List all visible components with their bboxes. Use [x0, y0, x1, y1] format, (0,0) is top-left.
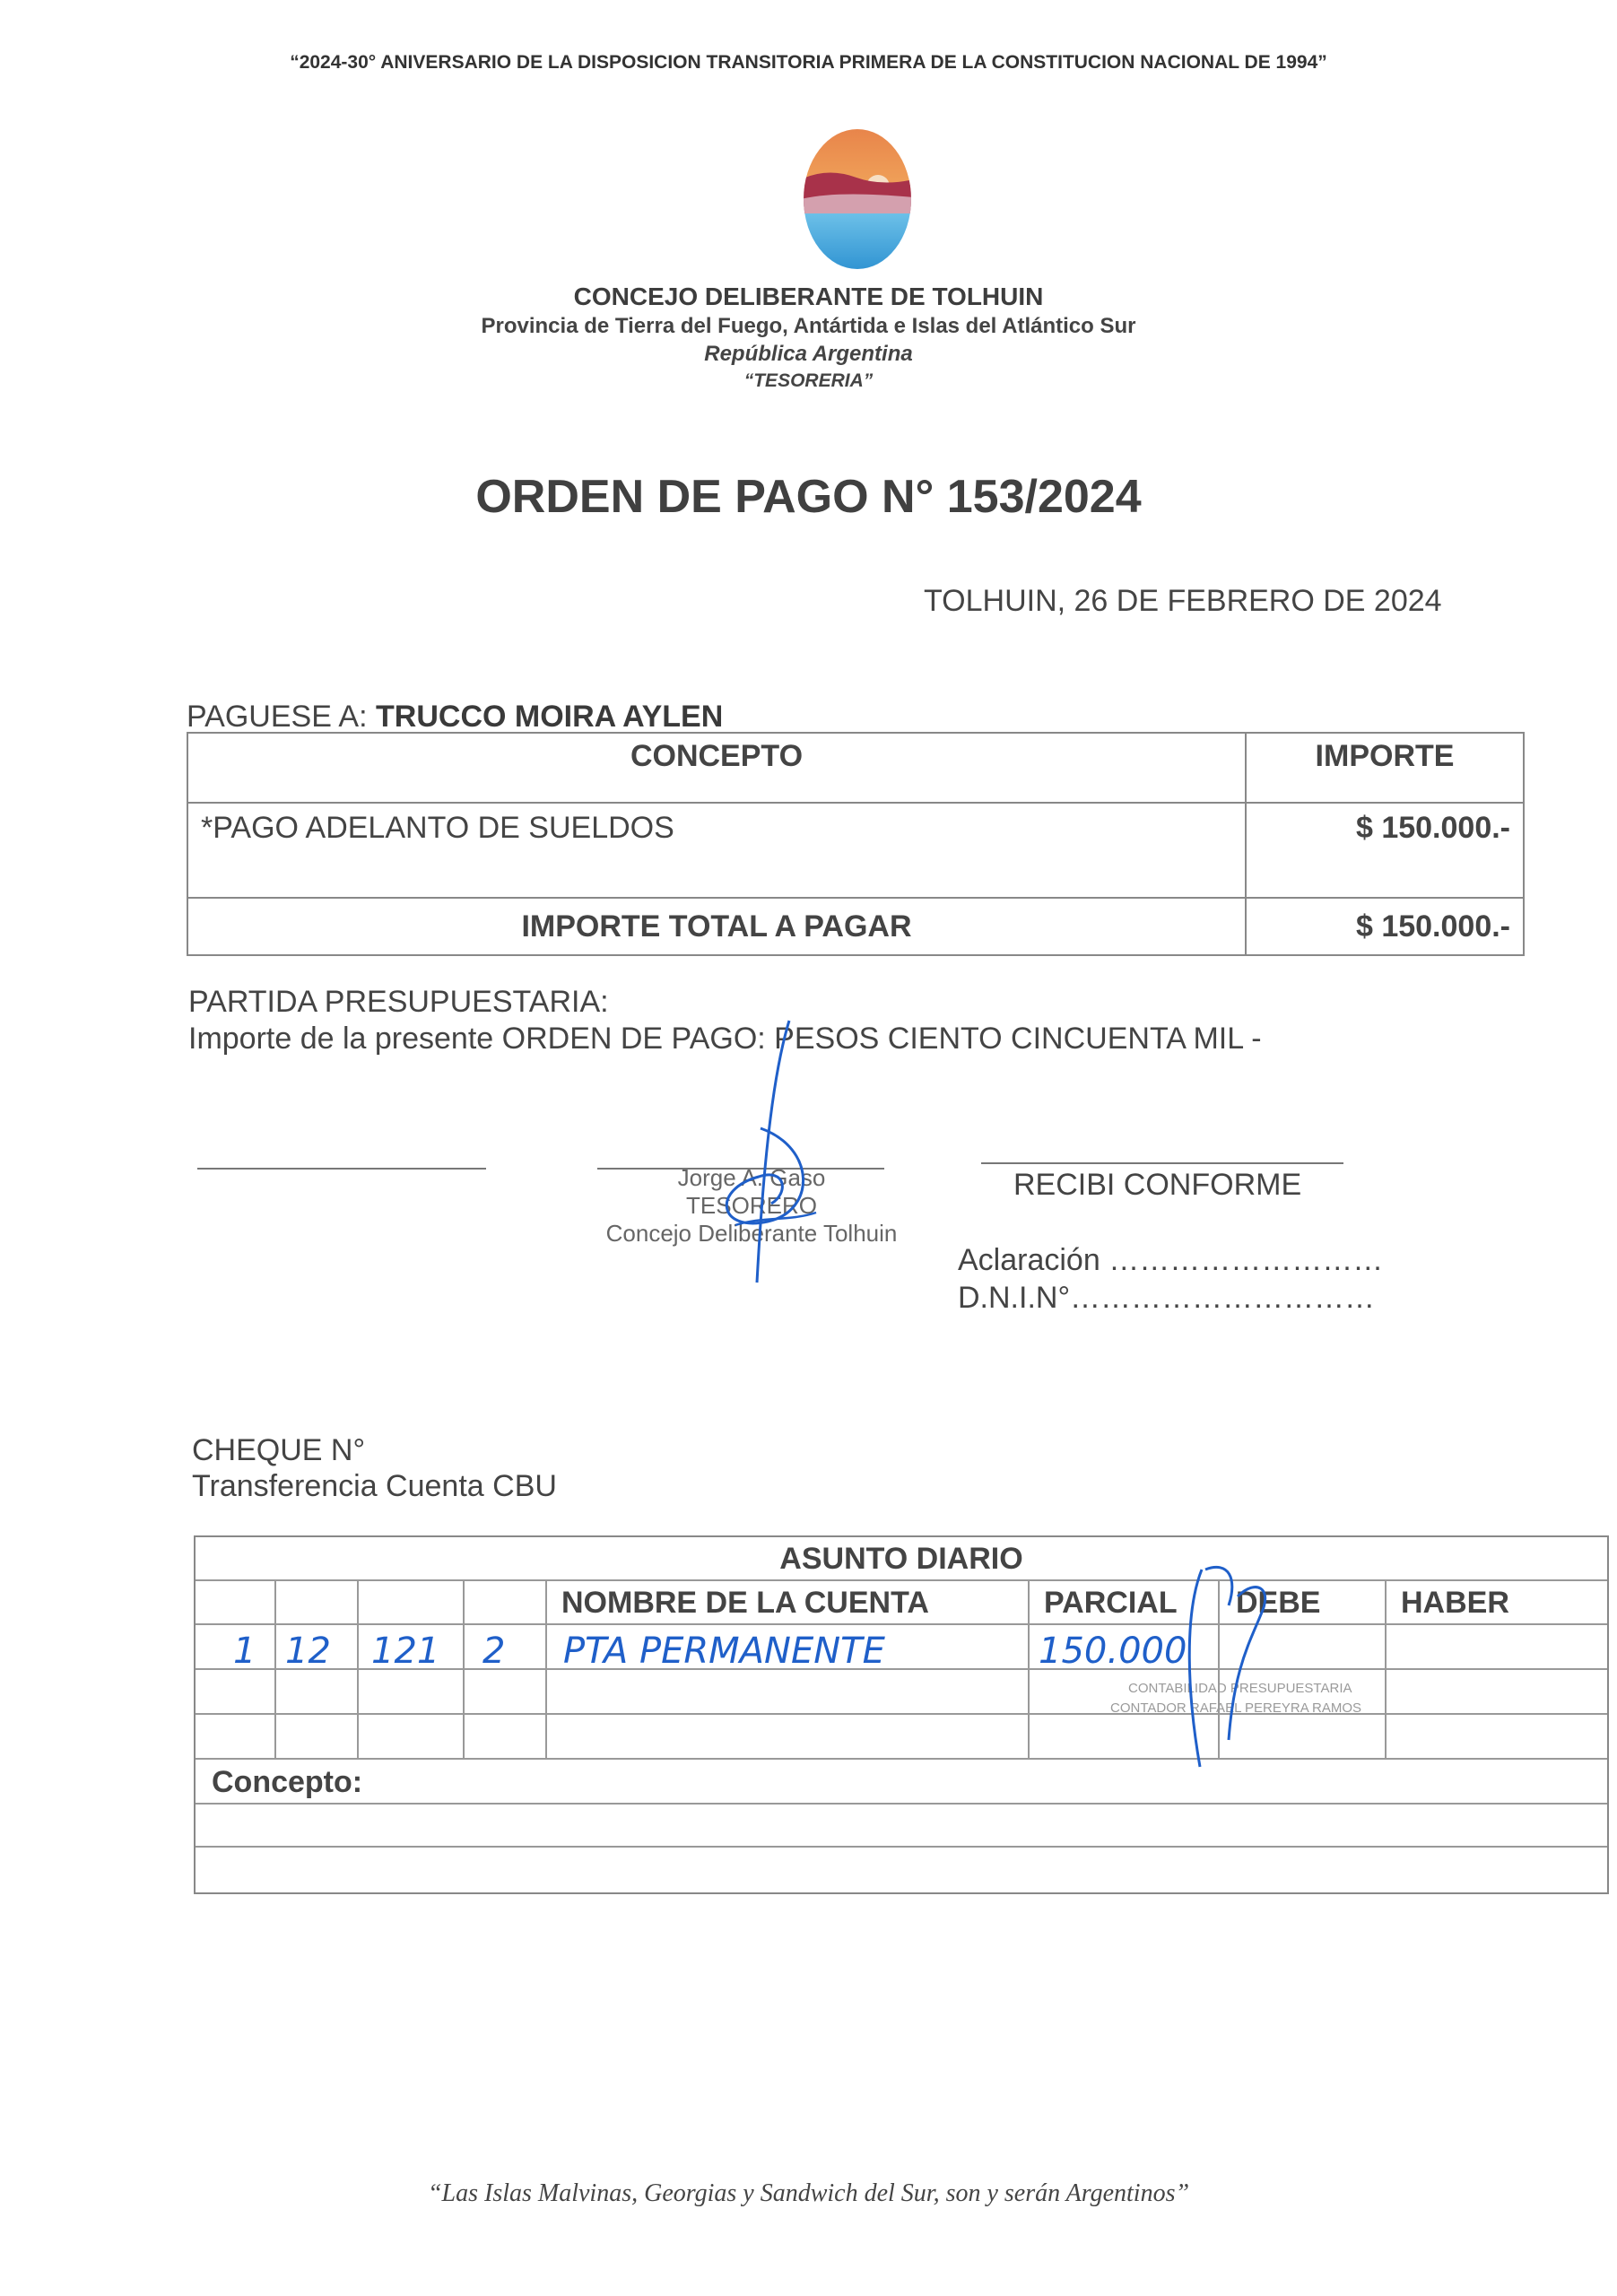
- ledger-divider: [196, 1846, 1607, 1848]
- ledger-title: ASUNTO DIARIO: [779, 1542, 1023, 1576]
- document-date: TOLHUIN, 26 DE FEBRERO DE 2024: [924, 584, 1442, 618]
- table-row: [187, 803, 1524, 898]
- footer-slogan: “Las Islas Malvinas, Georgias y Sandwich del Sur, son y serán Argentinos”: [427, 2179, 1190, 2207]
- country-name: República Argentina: [704, 342, 913, 366]
- dni-field: D.N.I.N°…………………………: [958, 1281, 1376, 1315]
- anniversary-motto: “2024-30° ANIVERSARIO DE LA DISPOSICION TRANSITORIA PRIMERA DE LA CONSTITUCION NACIONAL DE 1994”: [290, 52, 1327, 73]
- signer-role: TESORERO: [686, 1192, 817, 1219]
- ledger-box: [194, 1535, 1609, 1894]
- department-name: “TESORERIA”: [743, 370, 874, 391]
- total-amount: $ 150.000.-: [1246, 898, 1524, 955]
- accounting-stamp-line-1: CONTABILIDAD PRESUPUESTARIA: [1128, 1681, 1352, 1696]
- transfer-label: Transferencia Cuenta CBU: [192, 1469, 557, 1503]
- province-name: Provincia de Tierra del Fuego, Antártida e Islas del Atlántico Sur: [481, 314, 1136, 338]
- entry-code-4: 2: [482, 1631, 506, 1672]
- payment-table: [187, 732, 1525, 956]
- accountant-signature: [1175, 1561, 1282, 1776]
- treasurer-signature: [682, 1013, 834, 1300]
- aclaracion-field: Aclaración ………………………: [958, 1243, 1384, 1277]
- pay-to-name: TRUCCO MOIRA AYLEN: [376, 700, 724, 734]
- total-label: IMPORTE TOTAL A PAGAR: [187, 898, 1246, 955]
- total-row: [187, 898, 1524, 955]
- ledger-concept-label: Concepto:: [212, 1765, 363, 1799]
- institution-name: CONCEJO DELIBERANTE DE TOLHUIN: [573, 283, 1044, 310]
- document-title: ORDEN DE PAGO N° 153/2024: [475, 471, 1142, 523]
- entry-code-2: 12: [285, 1631, 331, 1672]
- ledger-divider: [196, 1623, 1607, 1625]
- pay-to: [187, 700, 723, 735]
- signer-org: Concejo Deliberante Tolhuin: [605, 1220, 898, 1247]
- ledger-column-line: [463, 1581, 465, 1759]
- signature-line-3: [981, 1162, 1343, 1164]
- amount-header: IMPORTE: [1246, 733, 1524, 803]
- entry-parcial: 150.000: [1039, 1631, 1187, 1672]
- ledger-column-line: [545, 1581, 547, 1759]
- ledger-column-line: [1385, 1581, 1387, 1759]
- haber-header: HABER: [1401, 1586, 1509, 1620]
- ledger-divider: [196, 1758, 1607, 1760]
- tolhuin-logo: [801, 127, 914, 271]
- entry-code-1: 1: [233, 1631, 256, 1672]
- payment-table-header: [187, 733, 1524, 803]
- partida-label: PARTIDA PRESUPUESTARIA:: [188, 985, 609, 1019]
- concept-header: CONCEPTO: [187, 733, 1246, 803]
- accounting-stamp-line-2: CONTADOR RAFAEL PEREYRA RAMOS: [1110, 1700, 1362, 1716]
- signature-line-1: [197, 1168, 486, 1170]
- cheque-label: CHEQUE N°: [192, 1433, 366, 1467]
- account-name-header: NOMBRE DE LA CUENTA: [561, 1586, 929, 1620]
- parcial-header: PARCIAL: [1044, 1586, 1178, 1620]
- ledger-divider: [196, 1579, 1607, 1581]
- importe-text: Importe de la presente ORDEN DE PAGO: PESOS CIENTO CINCUENTA MIL -: [188, 1022, 1262, 1056]
- ledger-divider: [196, 1803, 1607, 1805]
- debe-header: DEBE: [1236, 1586, 1321, 1620]
- recibi-conforme: RECIBI CONFORME: [1013, 1168, 1302, 1202]
- ledger-column-line: [357, 1581, 359, 1759]
- ledger-column-line: [274, 1581, 276, 1759]
- entry-account: PTA PERMANENTE: [563, 1631, 885, 1672]
- ledger-column-line: [1028, 1581, 1030, 1759]
- entry-code-3: 121: [371, 1631, 440, 1672]
- concept-cell: *PAGO ADELANTO DE SUELDOS: [187, 803, 1246, 898]
- amount-cell: $ 150.000.-: [1246, 803, 1524, 898]
- pay-to-label: PAGUESE A:: [187, 700, 368, 734]
- signer-name: Jorge A. Gaso: [677, 1164, 826, 1191]
- ledger-divider: [196, 1713, 1607, 1715]
